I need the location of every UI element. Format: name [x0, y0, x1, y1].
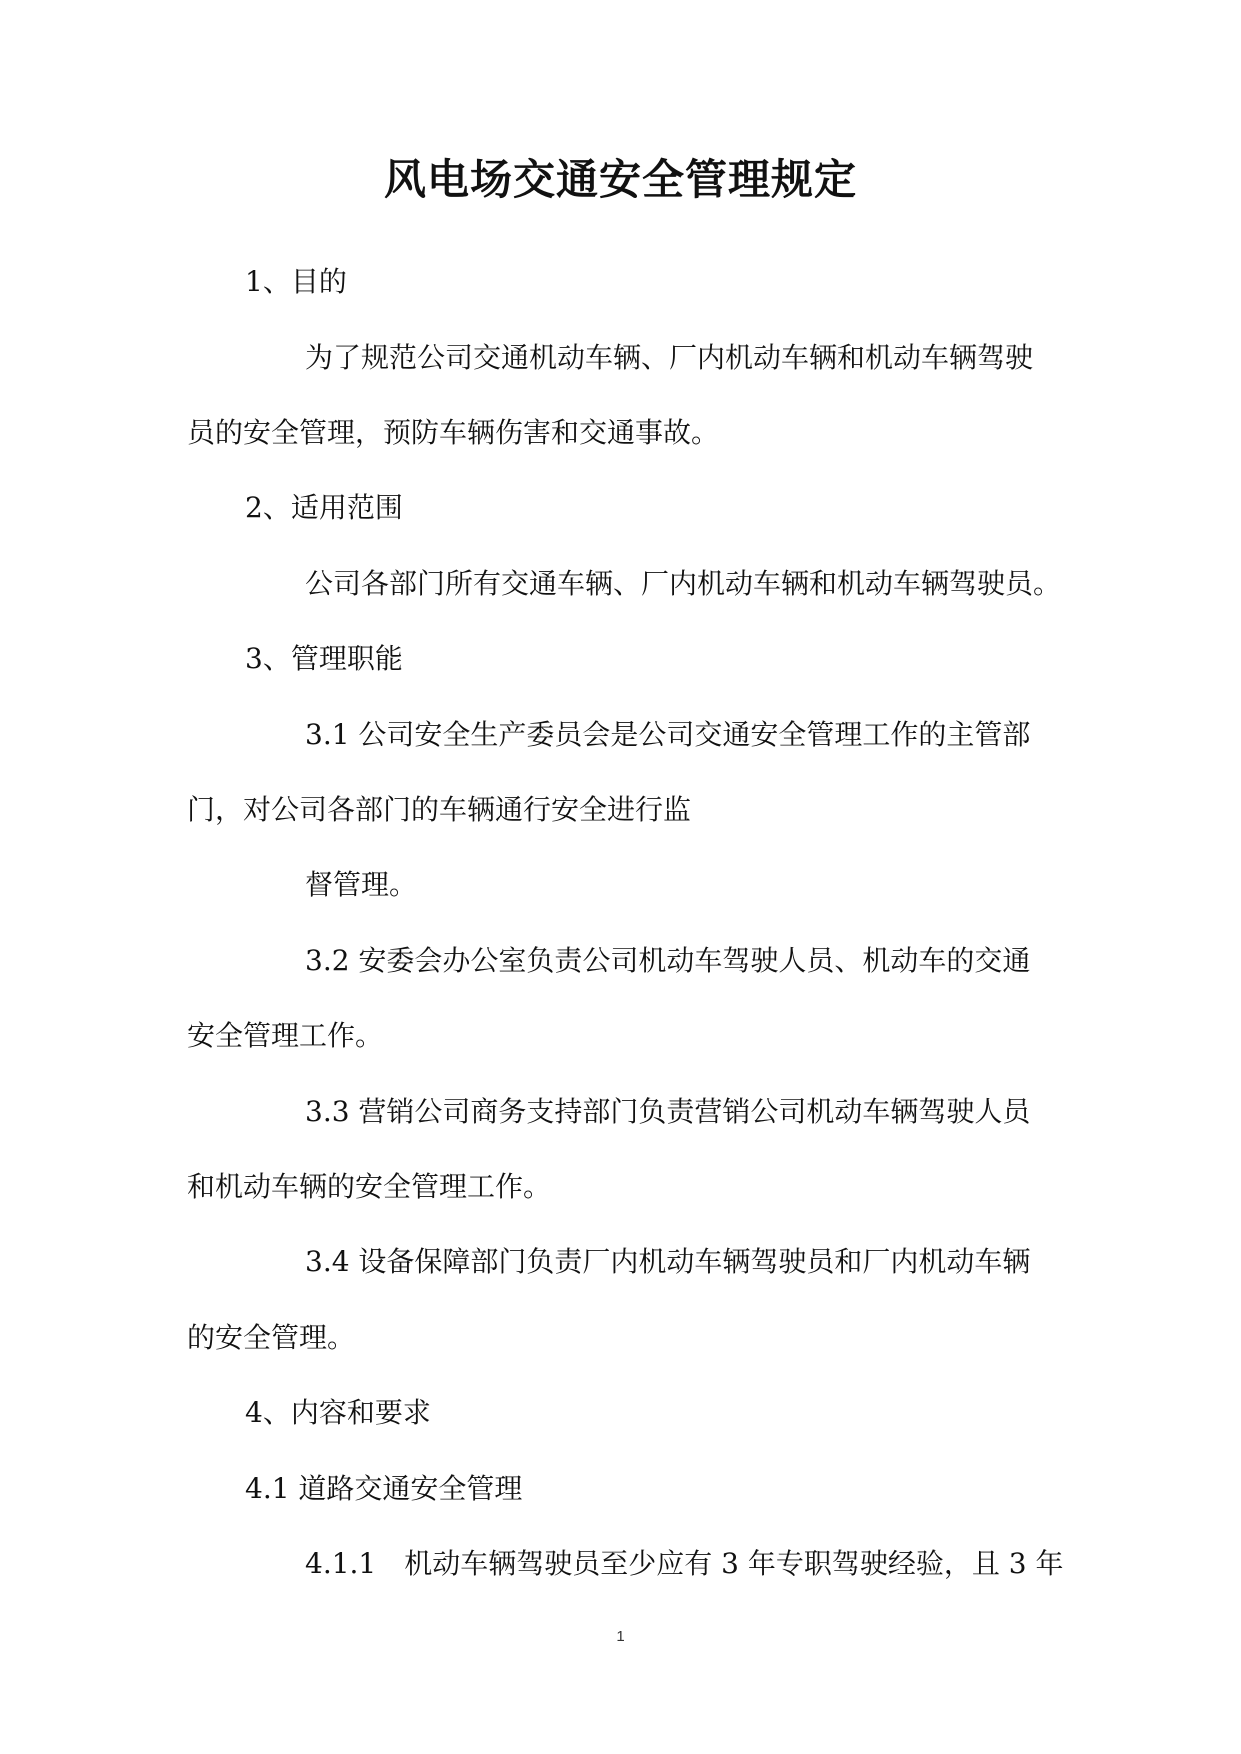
paragraph-line: 3.2 安委会办公室负责公司机动车驾驶人员、机动车的交通: [305, 944, 1031, 977]
document-title: 风电场交通安全管理规定: [383, 155, 857, 204]
paragraph-line: 门，对公司各部门的车辆通行安全进行监: [187, 793, 692, 826]
section-heading-purpose: 1、目的: [245, 265, 347, 298]
paragraph-line: 3.3 营销公司商务支持部门负责营销公司机动车辆驾驶人员: [305, 1095, 1031, 1128]
paragraph-line: 和机动车辆的安全管理工作。: [187, 1170, 552, 1203]
paragraph-line: 公司各部门所有交通车辆、厂内机动车辆和机动车辆驾驶员。: [305, 567, 1062, 600]
section-heading-scope: 2、适用范围: [245, 491, 403, 524]
paragraph-line: 为了规范公司交通机动车辆、厂内机动车辆和机动车辆驾驶: [305, 341, 1034, 374]
subsection-heading: 4.1 道路交通安全管理: [245, 1472, 523, 1505]
paragraph-line: 员的安全管理，预防车辆伤害和交通事故。: [187, 416, 720, 449]
paragraph-line: 安全管理工作。: [187, 1019, 384, 1052]
section-heading-requirements: 4、内容和要求: [245, 1396, 431, 1429]
paragraph-line: 3.4 设备保障部门负责厂内机动车辆驾驶员和厂内机动车辆: [305, 1245, 1031, 1278]
paragraph-line: 的安全管理。: [187, 1321, 356, 1354]
paragraph-line: 3.1 公司安全生产委员会是公司交通安全管理工作的主管部: [305, 718, 1031, 751]
paragraph-line: 4.1.1 机动车辆驾驶员至少应有 3 年专职驾驶经验，且 3 年: [305, 1547, 1064, 1580]
paragraph-line: 督管理。: [305, 868, 418, 901]
page-number: 1: [616, 1628, 625, 1645]
section-heading-functions: 3、管理职能: [245, 642, 403, 675]
